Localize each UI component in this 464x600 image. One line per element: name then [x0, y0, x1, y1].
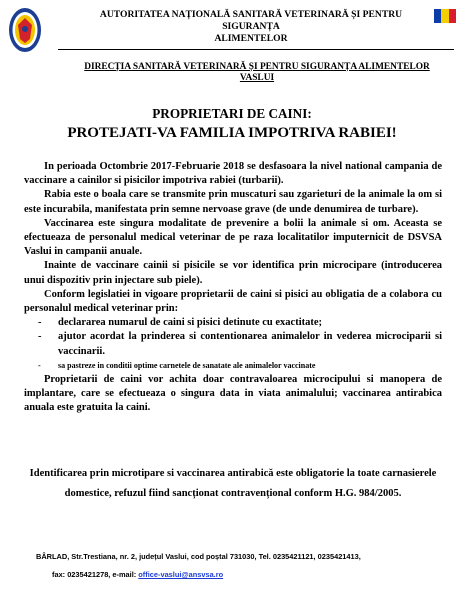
flag-stripe-yellow: [441, 9, 448, 23]
flag-stripe-blue: [434, 9, 441, 23]
title-audience: PROPRIETARI DE CAINI:: [152, 106, 312, 121]
list-item: - ajutor acordat la prinderea si contentionarea animalelor in vederea microciparii si vaccinarii.: [38, 331, 442, 357]
ansvsa-seal-icon: [8, 7, 42, 53]
direction-line-1: DIRECȚIA SANITARĂ VETERINARĂ ȘI PENTRU SIGURANȚA ALIMENTELOR: [84, 62, 430, 72]
list-item: - declararea numarul de caini si pisici detinute cu exactitate;: [38, 317, 323, 329]
romania-flag-icon: [434, 9, 456, 23]
paragraph-rabies: Rabia este o boala care se transmite prin muscaturi sau zgarieturi de la animale la om si este incurabila, manifestata prin semne nervoase grave (de unde denumirea de turbare).: [24, 189, 442, 215]
list-item-text: declararea numarul de caini si pisici detinute cu exactitate;: [58, 317, 323, 329]
direction-name: [70, 62, 444, 84]
agency-name: [70, 9, 432, 45]
paragraph-campaign: In perioada Octombrie 2017-Februarie 2018 se desfasoara la nivel national campania de vaccinare a cainilor si pisicilor impotriva rabiei (turbarii).: [24, 161, 442, 187]
contact-footer: [36, 548, 456, 584]
email-link[interactable]: office-vaslui@ansvsa.ro: [138, 570, 224, 579]
header-divider: [58, 49, 454, 50]
list-item: - sa pastreze in conditii optime carnetele de sanatate ale animalelor vaccinate: [38, 360, 316, 370]
agency-line-1: AUTORITATEA NAȚIONALĂ SANITARĂ VETERINARĂ ȘI PENTRU SIGURANȚA: [99, 9, 403, 32]
direction-line-2: VASLUI: [239, 73, 275, 83]
obligations-list: [24, 316, 442, 373]
paragraph-obligations: Conform legislatiei in vigoare proprietarii de caini si pisici au obligatia de a colabora cu personalul medical veterinar prin:: [24, 288, 442, 315]
document-body: [24, 160, 442, 415]
paragraph-microchip: Inainte de vaccinare cainii si pisicile se vor identifica prin microcipare (introducerea unui dispozitiv prin injectare sub piele).: [24, 260, 442, 286]
footer-address: BÂRLAD, Str.Trestiana, nr. 2, județul Vaslui, cod poștal 731030, Tel. 0235421121, 0235421413,: [36, 552, 361, 561]
list-item-text: ajutor acordat la prinderea si contentionarea animalelor in vederea microciparii si vaccinarii.: [58, 331, 442, 357]
footer-fax: fax: 0235421278, e-mail:: [52, 570, 139, 579]
agency-line-2: ALIMENTELOR: [214, 33, 288, 44]
title-main: PROTEJATI-VA FAMILIA IMPOTRIVA RABIEI!: [67, 125, 397, 141]
paragraph-costs: Proprietarii de caini vor achita doar contravaloarea microcipului si manopera de implantare, care se efectueaza o singura data in viata animalului; vaccinarea antirabica anuala este gratuita la caini.: [24, 373, 442, 414]
list-item-text: sa pastreze in conditii optime carnetele de sanatate ale animalelor vaccinate: [58, 360, 316, 370]
paragraph-vaccination: Vaccinarea este singura modalitate de prevenire a bolii la animale si om. Aceasta se efectueaza de personalul medical veterinar de pe raza localitatilor imputernicit de DSVSA Vaslui in campanii anuale.: [24, 217, 442, 258]
footer-contact: [36, 566, 456, 584]
flag-stripe-red: [449, 9, 456, 23]
legal-notice: Identificarea prin microtipare si vaccinarea antirabică este obligatorie la toate carnasierele domestice, refuzul fiind sancționat contravențional conform H.G. 984/2005.: [29, 468, 437, 499]
